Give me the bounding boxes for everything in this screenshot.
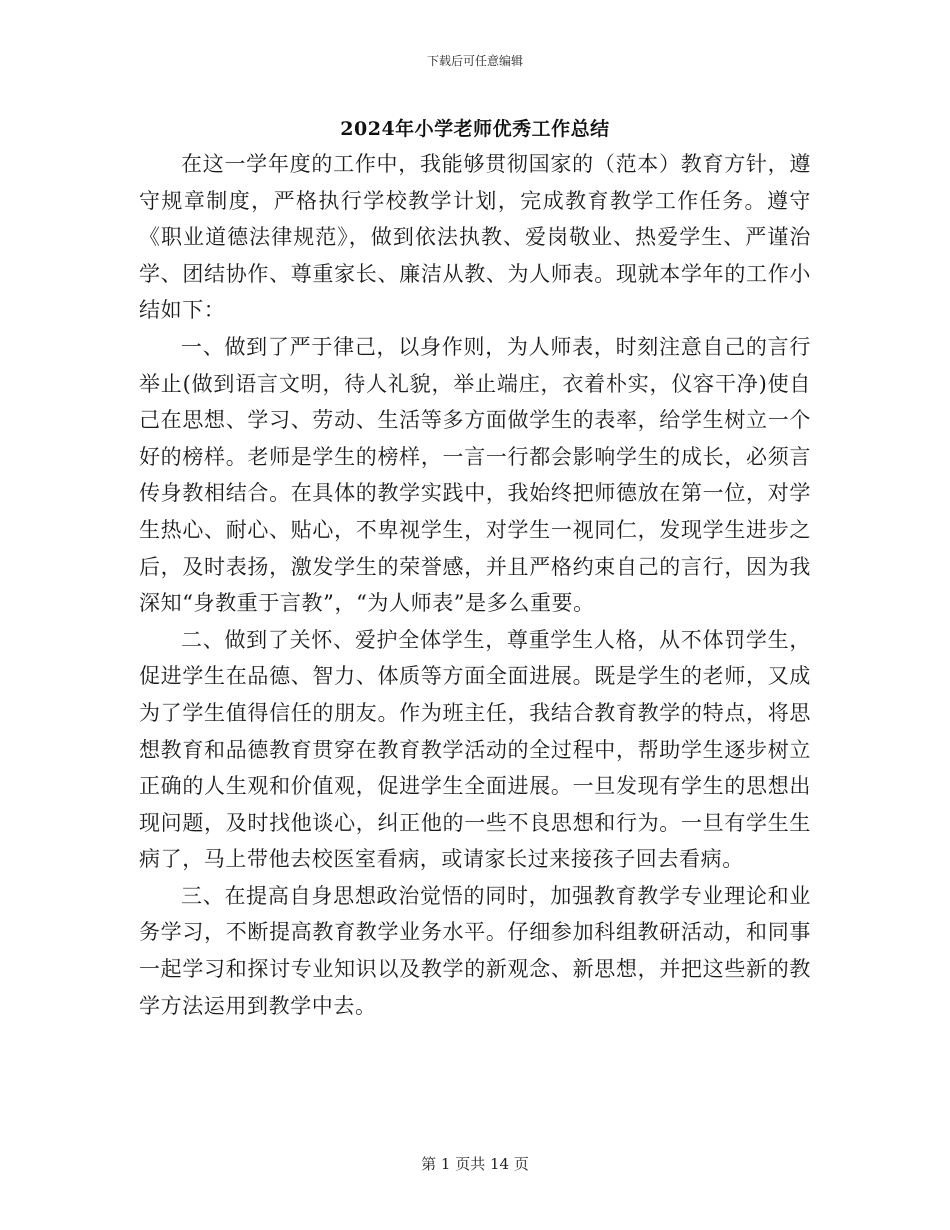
paragraph-section-2: 二、做到了关怀、爱护全体学生，尊重学生人格，从不体罚学生，促进学生在品德、智力、体质等方面全面进展。既是学生的老师，又成为了学生值得信任的朋友。作为班主任，我结合教育教学的特点，将思想教育和品德教育贯穿在教育教学活动的全过程中，帮助学生逐步树立正确的人生观和价值观，促进学生全面进展。一旦发现有学生的思想出现问题，及时找他谈心，纠正他的一些不良思想和行为。一旦有学生生病了，马上带他去校医室看病，或请家长过来接孩子回去看病。 bbox=[139, 627, 811, 872]
document-title: 2024年小学老师优秀工作总结 bbox=[340, 118, 610, 140]
paragraph-section-1: 一、做到了严于律己，以身作则，为人师表，时刻注意自己的言行举止(做到语言文明，待人礼貌，举止端庄，衣着朴实，仪容干净)使自己在思想、学习、劳动、生活等多方面做学生的表率，给学生树立一个好的榜样。老师是学生的榜样，一言一行都会影响学生的成长，必须言传身教相结合。在具体的教学实践中，我始终把师德放在第一位，对学生热心、耐心、贴心，不卑视学生，对学生一视同仁，发现学生进步之后，及时表扬，激发学生的荣誉感，并且严格约束自己的言行，因为我深知“身教重于言教”，“为人师表”是多么重要。 bbox=[139, 334, 811, 616]
paragraph-section-3: 三、在提高自身思想政治觉悟的同时，加强教育教学专业理论和业务学习，不断提高教育教学业务水平。仔细参加科组教研活动，和同事一起学习和探讨专业知识以及教学的新观念、新思想，并把这些新的教学方法运用到教学中去。 bbox=[139, 883, 811, 1018]
document-body bbox=[139, 146, 811, 1024]
page-number-footer: 第 1 页共 14 页 bbox=[421, 1155, 529, 1173]
page-header-note: 下载后可任意编辑 bbox=[426, 54, 523, 68]
paragraph-intro: 在这一学年度的工作中，我能够贯彻国家的（范本）教育方针，遵守规章制度，严格执行学校教学计划，完成教育教学工作任务。遵守《职业道德法律规范》，做到依法执教、爱岗敬业、热爱学生、严谨治学、团结协作、尊重家长、廉洁从教、为人师表。现就本学年的工作小结如下： bbox=[139, 152, 811, 323]
